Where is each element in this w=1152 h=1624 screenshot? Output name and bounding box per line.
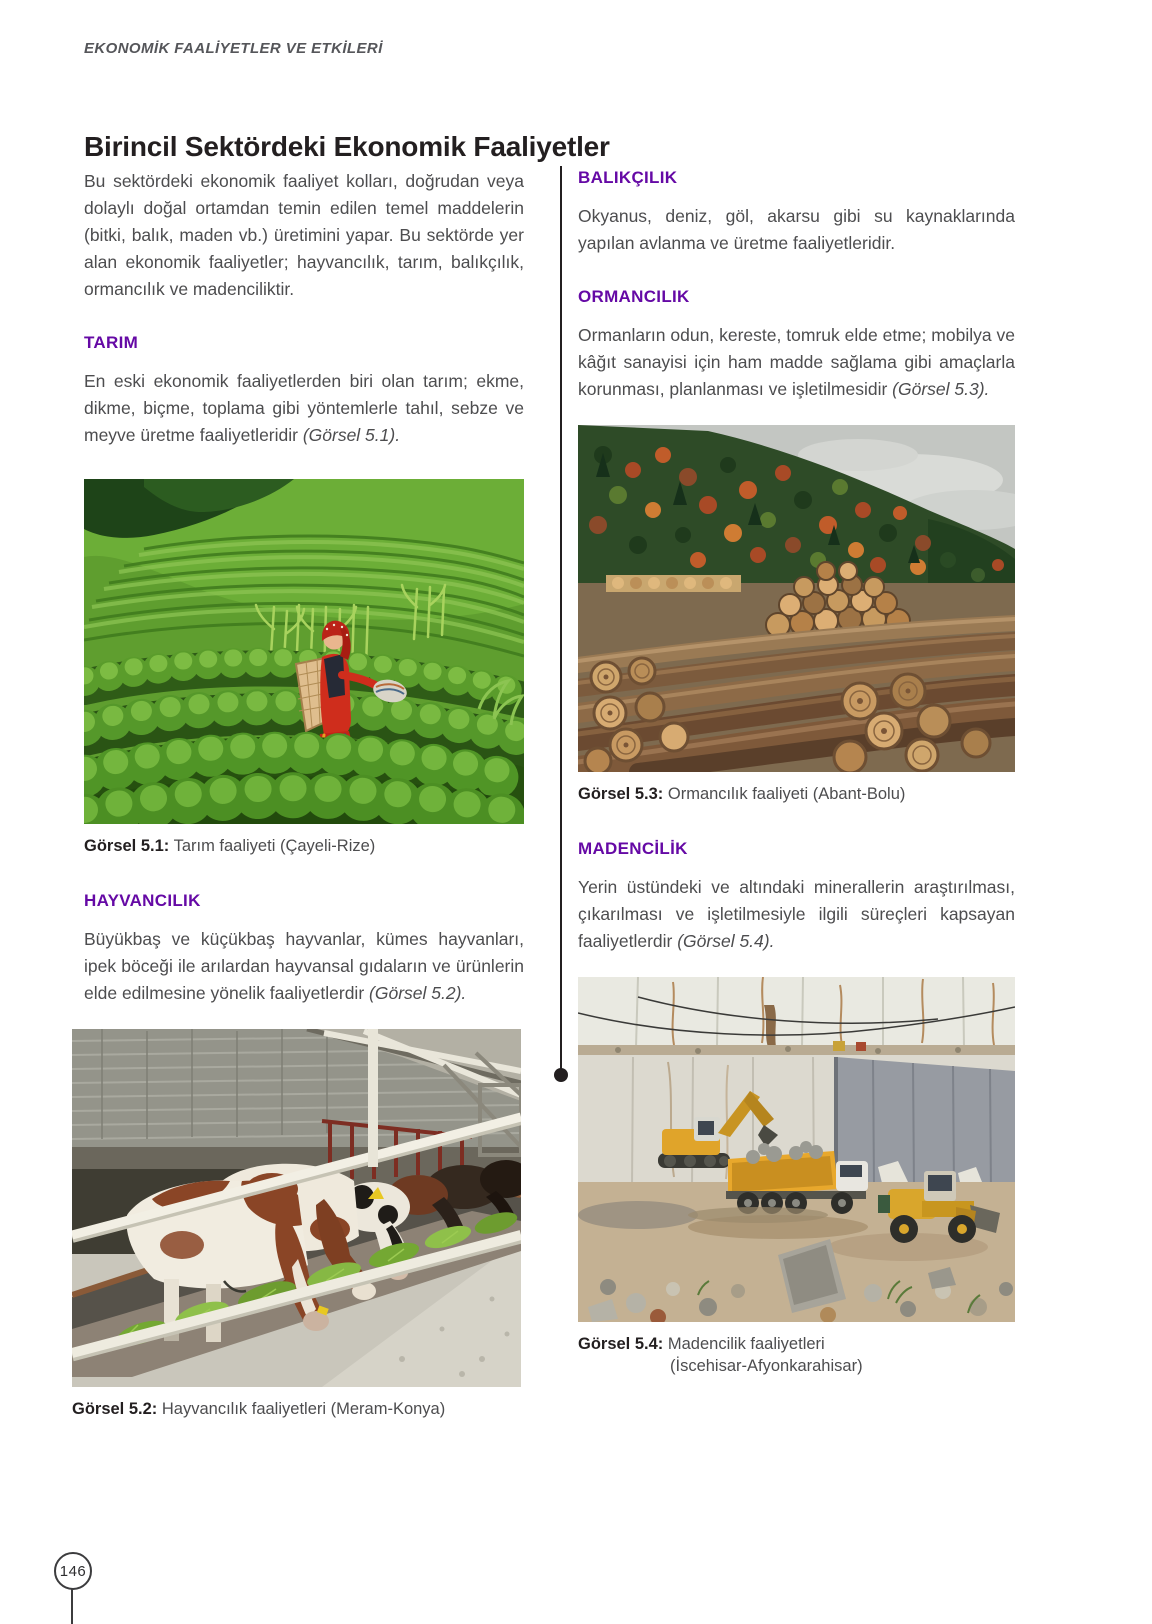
caption-figure-5-2 [72, 1398, 524, 1420]
caption-text: Madencilik faaliyetleri [663, 1335, 825, 1353]
caption-line-2: (İscehisar-Afyonkarahisar) [670, 1357, 863, 1375]
section-body-ormancilik [578, 322, 1015, 403]
column-divider-line [560, 166, 562, 1075]
ormancilik-text: Ormanların odun, kereste, tomruk elde etme; mobilya ve kâğıt sanayisi için ham madde sağlama gibi amaçlarla korunması, planlanması ve işletilmesidir [578, 325, 1015, 399]
right-column [578, 168, 1015, 1411]
section-heading-madencilik: MADENCİLİK [578, 839, 688, 858]
photo-cattle-barn [72, 1029, 521, 1387]
footer-rule [71, 1588, 73, 1624]
caption-text: Tarım faaliyeti (Çayeli-Rize) [169, 837, 376, 855]
caption-figure-5-1 [84, 835, 524, 857]
caption-label: Görsel 5.1: [84, 837, 170, 855]
caption-text: Ormancılık faaliyeti (Abant-Bolu) [663, 785, 906, 803]
balikcilik-text: Okyanus, deniz, göl, akarsu gibi su kaynaklarında yapılan avlanma ve üretme faaliyetleridir. [578, 206, 1015, 253]
caption-label: Görsel 5.2: [72, 1400, 158, 1418]
figure-hayvancilik [72, 1029, 524, 1420]
section-heading-tarim: TARIM [84, 333, 139, 352]
section-body-tarim [84, 368, 524, 449]
tarim-figure-ref: (Görsel 5.1). [302, 425, 401, 445]
section-heading-hayvancilik: HAYVANCILIK [84, 891, 201, 910]
section-body-hayvancilik [84, 926, 524, 1007]
photo-log-stacks [578, 425, 1015, 772]
section-body-balikcilik [578, 203, 1015, 257]
tarim-text: En eski ekonomik faaliyetlerden biri olan tarım; ekme, dikme, biçme, toplama gibi yöntemlerle tahıl, sebze ve meyve üretme faaliyetleridir [84, 371, 524, 445]
figure-madencilik [578, 977, 1015, 1377]
hayvancilik-figure-ref: (Görsel 5.2). [369, 983, 467, 1003]
caption-line-1 [578, 1333, 1015, 1355]
left-column [72, 168, 524, 1454]
section-heading-ormancilik: ORMANCILIK [578, 287, 690, 306]
caption-figure-5-4 [578, 1333, 1015, 1377]
photo-tea-fields [84, 479, 524, 824]
page-title: Birincil Sektördeki Ekonomik Faaliyetler [84, 130, 610, 162]
section-body-madencilik [578, 874, 1015, 955]
page-number: 146 [59, 1562, 87, 1580]
caption-text: Hayvancılık faaliyetleri (Meram-Konya) [157, 1400, 446, 1418]
hayvancilik-text: Büyükbaş ve küçükbaş hayvanlar, kümes hayvanları, ipek böceği ile arılardan hayvansal gıdaların ve ürünlerin elde edilmesine yönelik faaliyetlerdir [84, 929, 524, 1003]
caption-figure-5-3 [578, 783, 1015, 805]
column-divider-dot [554, 1068, 568, 1082]
ormancilik-figure-ref: (Görsel 5.3). [892, 379, 990, 399]
caption-label: Görsel 5.4: [578, 1335, 664, 1353]
madencilik-text: Yerin üstündeki ve altındaki minerallerin araştırılması, çıkarılması ve işletilmesiyle ilgili süreçleri kapsayan faaliyetlerdir [578, 877, 1015, 951]
figure-ormancilik [578, 425, 1015, 805]
photo-marble-quarry [578, 977, 1015, 1322]
running-header: EKONOMİK FAALİYETLER VE ETKİLERİ [84, 40, 383, 57]
caption-label: Görsel 5.3: [578, 785, 664, 803]
page-number-badge [54, 1552, 92, 1590]
madencilik-figure-ref: (Görsel 5.4). [677, 931, 775, 951]
intro-paragraph: Bu sektördeki ekonomik faaliyet kolları, doğrudan veya dolaylı doğal ortamdan temin edilen temel maddelerin (bitki, balık, maden vb.) üretimini yapar. Bu sektörde yer alan ekonomik faaliyetler; hayvancılık, tarım, balıkçılık, ormancılık ve madenciliktir. [84, 171, 524, 299]
section-heading-balikcilik: BALIKÇILIK [578, 168, 678, 187]
figure-tarim [84, 479, 524, 857]
